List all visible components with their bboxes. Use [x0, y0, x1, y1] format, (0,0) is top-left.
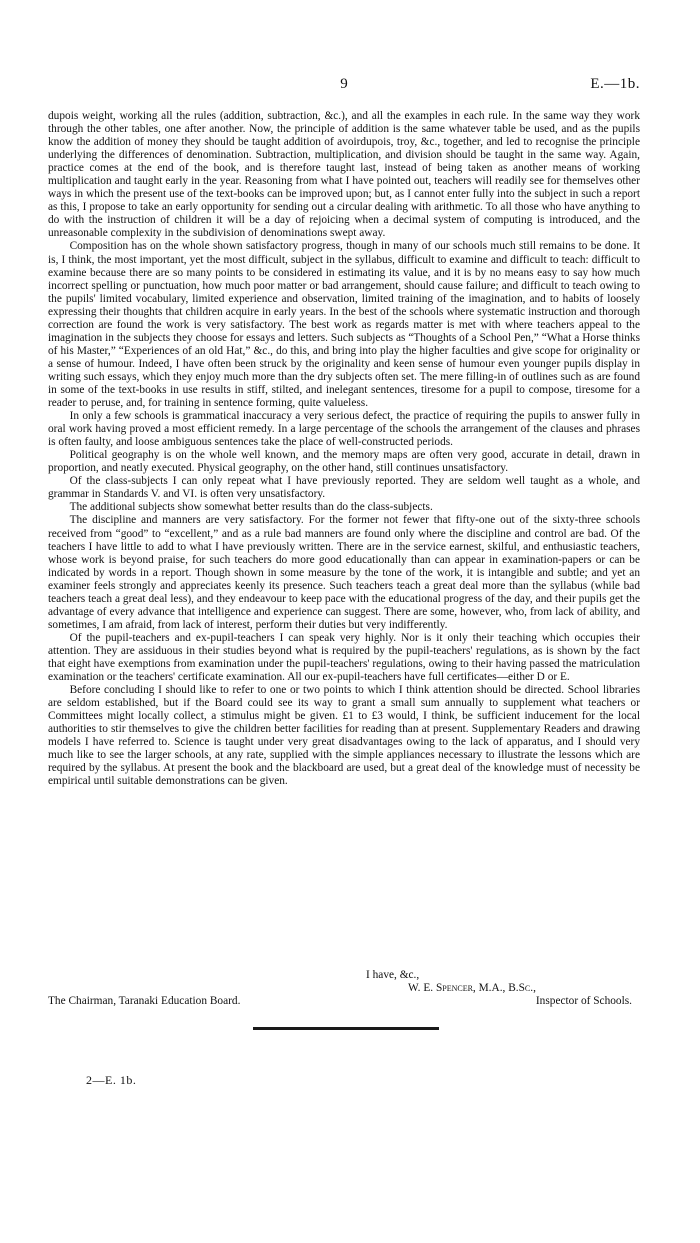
- closing-rule: [253, 1027, 439, 1030]
- paragraph-discipline: The discipline and manners are very satisfactory. For the former not fewer that fifty-one out of the sixty-three schools received from “good” to “excellent,” and as a rule bad manners are found only where the discipline and control are bad. Of the teachers I have little to add to what I have previously written. There are in the service earnest, skilful, and enthusiastic teachers, whose work is beyond praise, for such teachers do more good educationally than can appear in examination-papers or can be indicated by words in a report. Though shown in some measure by the tone of the work, it is intangible and subtle; and yet an examiner feels strongly and appreciates keenly its presence. Such teachers teach a great deal more than the syllabus (while bad teachers teach a great deal less), and they endeavour to keep pace with the educational progress of the day, and their pupils get the advantage of every advance that intelligence and experience can suggest. There are some, however, who, from lack of ability, and sometimes, I am afraid, from lack of interest, perform their duties but very indifferently.: [48, 514, 640, 631]
- paragraph-class-subjects: Of the class-subjects I can only repeat what I have previously reported. They are seldom well taught as a whole, and grammar in Standards V. and VI. is often very unsatisfactory.: [48, 475, 640, 501]
- report-body: [48, 110, 640, 788]
- signatory-name: W. E. Spencer, M.A., B.Sc.,: [408, 982, 536, 995]
- page-header: [48, 76, 640, 98]
- paragraph-pupil-teachers: Of the pupil-teachers and ex-pupil-teachers I can speak very highly. Nor is it only their teaching which occupies their attention. They are assiduous in their studies beyond what is required by the pupil-teachers' regulations, as is shown by the fact that eight have exemptions from examination under the pupil-teachers' regulations, owing to their having passed the matriculation examination or the teachers' certificate examination. All our ex-pupil-teachers have full certificates—either D or E.: [48, 631, 640, 684]
- paragraph-conclusion: Before concluding I should like to refer to one or two points to which I think attention should be directed. School libraries are seldom established, but if the Board could see its way to grant a small sum annually to supplement what teachers or Committees might locally collect, a stimulus might be given. £1 to £3 would, I think, be sufficient inducement for the local authorities to stir themselves to give the children better facilities for reading than at present. Supplementary Readers and drawing models I have referred to. Science is taught under very great disadvantages owing to the lack of apparatus, and I should very much like to see the larger schools, at any rate, supplied with the simple appliances necessary to illustrate the lessons which are required by the syllabus. At present the book and the blackboard are used, but a great deal of the knowledge must of necessity be empirical until suitable demonstrations can be given.: [48, 684, 640, 788]
- recipient: The Chairman, Taranaki Education Board.: [48, 995, 241, 1008]
- paragraph-additional-subjects: The additional subjects show somewhat better results than do the class-subjects.: [69, 501, 433, 514]
- letter-closing: [48, 969, 640, 1008]
- paragraph-geography: Political geography is on the whole well known, and the memory maps are often very good, accurate in detail, drawn in proportion, and neatly executed. Physical geography, on the other hand, still continues unsatisfactory.: [48, 449, 640, 475]
- paragraph-arithmetic: dupois weight, working all the rules (addition, subtraction, &c.), and all the examples in each rule. In the same way they work through the other tables, one after another. Now, the principle of addition is the same whatever table be used, and as the pupils know the addition of money they should be taught addition of avoirdupois, troy, &c., together, and led to recognise the principle underlying the differences of denomination. Subtraction, multiplication, and division should be taught in the same way. Again, practice comes at the end of the book, and is therefore taught last, instead of being taken as another means of working multiplication and taught early in the year. Reasoning from what I have pointed out, teachers will readily see for themselves other ways in which the present use of the text-books can be improved upon; but, as I cannot enter fully into the subject in such a report as this, I propose to take an early opportunity for sending out a circular dealing with arithmetic. To all those who have anything to do with the instruction of children it will be a day of rejoicing when a decimal system of computing is introduced, and the unreasonable complexity in the subdivision of denominations swept away.: [48, 110, 640, 240]
- sheet-reference: 2—E. 1b.: [86, 1073, 137, 1087]
- signatory-title: Inspector of Schools.: [535, 995, 632, 1008]
- valediction: I have, &c.,: [366, 969, 420, 981]
- document-reference: E.—1b.: [590, 76, 640, 92]
- paragraph-composition: Composition has on the whole shown satisfactory progress, though in many of our schools much still remains to be done. It is, I think, the most important, yet the most difficult, subject in the syllabus, difficult to examine and difficult to teach: difficult to examine because there are so many points to be considered in estimating its value, and it is by no means easy to say how much incorrect spelling or punctuation, how much poor matter or bad arrangement, should cause failure; and difficult to teach owing to the pupils' limited vocabulary, limited experience and observation, limited training of the imagination, and to habits of loosely expressing their thoughts that children acquire in early years. In the best of the schools where systematic instruction and thorough correction are found the work is very satisfactory. The best work as regards matter is met with where teachers appeal to the imagination in the subjects they choose for essays and letters. Such subjects as “Thoughts of a School Pen,” “What a Horse thinks of his Master,” “Experiences of an old Hat,” &c., do this, and bring into play the higher faculties and give scope for originality or a sense of humour. Indeed, I have often been struck by the originality and keen sense of humour even younger pupils display in writing such essays, which they enjoy much more than the dry subjects often set. The mere filling-in of outlines such as are found in some of the text-books in use results in stiff, stilted, and inelegant sentences, tiresome for a pupil to compose, tiresome for a reader to peruse, and, for training in sentence forming, quite valueless.: [48, 240, 640, 410]
- paragraph-grammar: In only a few schools is grammatical inaccuracy a very serious defect, the practice of requiring the pupils to answer fully in oral work having proved a most efficient remedy. In a large percentage of the schools the arrangement of the clauses and phrases is often faulty, and loose ambiguous sentences take the place of well-constructed periods.: [48, 410, 640, 449]
- page-number: 9: [340, 76, 348, 92]
